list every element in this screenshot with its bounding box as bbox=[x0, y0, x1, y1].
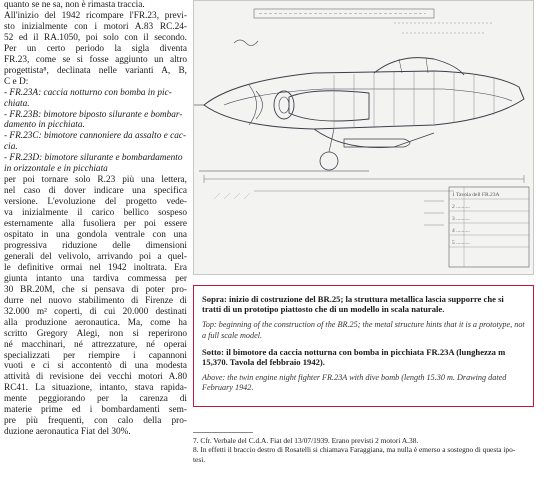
body-line: 30 BR.20M, che si pensava di poter pro- bbox=[4, 284, 187, 295]
body-line: nel caso di dover indicare una specifica bbox=[4, 186, 187, 197]
body-line: - FR.23B: bimotore biposto silurante e bombar- bbox=[4, 109, 183, 120]
body-line: FR.23, come se si fosse aggiunto un altro bbox=[4, 54, 187, 65]
footnote-divider bbox=[193, 432, 253, 433]
body-line: alla produzione aeronautica. Ma, come ha bbox=[4, 317, 187, 328]
drawing-legend-entry: 4 .......... bbox=[452, 228, 470, 234]
footnotes bbox=[193, 436, 538, 464]
body-line: chiata. bbox=[4, 98, 30, 109]
caption-box bbox=[193, 285, 534, 407]
body-line: scritto Gregory Alegi, non si reperirono bbox=[4, 328, 187, 339]
body-line: in orizzontale e in picchiata bbox=[4, 164, 108, 175]
body-line: C e D: bbox=[4, 76, 29, 87]
body-line: versione. L'evoluzione del progetto vede- bbox=[4, 197, 187, 208]
technical-drawing-fr23a bbox=[193, 0, 534, 275]
body-line: mente peggiorando per la carenza di bbox=[4, 394, 187, 405]
body-line: RC41. La situazione, intanto, stava rapida- bbox=[4, 383, 187, 394]
body-line: giunta intanto una tardiva commessa per bbox=[4, 273, 187, 284]
footnote-7: 7. Cfr. Verbale del C.d.A. Fiat del 13/07/1939. Erano previsti 2 motori A.38. bbox=[193, 436, 419, 445]
caption-bottom-english: Above: the twin engine night fighter FR.23A with dive bomb (length 15.30 m. Drawing dated February 1942. bbox=[202, 373, 507, 393]
body-line: Per un certo periodo la sigla diventa bbox=[4, 43, 187, 54]
body-line: per poi tornare solo R.23 più una lettera, bbox=[4, 175, 187, 186]
drawing-legend-entry: 2 .......... bbox=[452, 204, 470, 210]
body-line: 52 ed il RA.1050, poi solo con il secondo. bbox=[4, 32, 187, 43]
body-line: - FR.23A: caccia notturno con bomba in pic- bbox=[4, 87, 172, 98]
drawing-legend-entry: 3 .......... bbox=[452, 216, 470, 222]
body-line: va inizialmente il carico bellico sospeso bbox=[4, 208, 187, 219]
body-line: progressiva riduzione delle dimensioni bbox=[4, 240, 187, 251]
caption-top-english: Top: beginning of the construction of the BR.25; the metal structure hints that it is a prototype, not a full scale model. bbox=[202, 320, 525, 340]
body-line: - FR.23D: bimotore silurante e bombardamento bbox=[4, 153, 183, 164]
footnote-8-continued: tesi. bbox=[193, 454, 206, 464]
caption-top-italian: Sopra: inizio di costruzione del BR.25; la struttura metallica lascia supporre che si tratti di un prototipo piattosto che di un modello in scala naturale. bbox=[202, 294, 504, 315]
body-line: le definitive ormai nel 1942 inoltrata. Era bbox=[4, 262, 187, 273]
body-line: pre più frequenti, con calo della pro- bbox=[4, 416, 187, 427]
body-line: All'inizio del 1942 ricompare l'FR.23, previ- bbox=[4, 10, 187, 21]
body-line: sto inizialmente con i motori A.83 RC.24- bbox=[4, 21, 187, 32]
footnote-8: 8. In effetti il braccio destro di Rosatelli si chiamava Faraggiana, ma nulla è emerso a sostegno di questa ipo- bbox=[193, 445, 516, 455]
drawing-legend-entry: 1 Tavola dell FR.23A bbox=[452, 192, 500, 198]
body-line: generali del velivolo, arrivando poi a quel- bbox=[4, 251, 187, 262]
body-line: duzione aeronautica Fiat del 30%. bbox=[4, 427, 131, 438]
caption-bottom-italian: Sotto: il bimotore da caccia notturna con bomba in picchiata FR.23A (lunghezza m 15,370. Tavola del febbraio 1942). bbox=[202, 346, 506, 368]
body-line: attività di revisione dei vecchi motori A.80 bbox=[4, 372, 187, 383]
body-line: vuoti e ci si accontentò di una modesta bbox=[4, 361, 187, 372]
body-line: damento in picchiata. bbox=[4, 120, 85, 131]
body-line: - FR.23C: bimotore cannoniere da assalto e cac- bbox=[4, 131, 187, 142]
body-line: progettista⁸, declinata nelle varianti A, B, bbox=[4, 65, 187, 76]
body-line: specializzati per riempire i capannoni bbox=[4, 350, 187, 361]
drawing-legend-entry: 5 .......... bbox=[452, 240, 470, 246]
body-line: cia. bbox=[4, 142, 18, 153]
aircraft-blueprint bbox=[194, 1, 534, 275]
body-line: ospitato in una gondola ventrale con una bbox=[4, 230, 187, 241]
body-line: durre nel nuovo stabilimento di Firenze di bbox=[4, 295, 187, 306]
body-line: materie prime ed i bombardamenti sem- bbox=[4, 405, 187, 416]
body-line: esternamente alla fusoliera per poi essere bbox=[4, 219, 187, 230]
body-line: 32.000 m² coperti, di cui 20.000 destinati bbox=[4, 306, 187, 317]
body-line: quanto se ne sa, non è rimasta traccia. bbox=[4, 0, 145, 10]
body-line: né macchinari, né attrezzature, né operai bbox=[4, 339, 187, 350]
body-text-column bbox=[4, 0, 187, 438]
